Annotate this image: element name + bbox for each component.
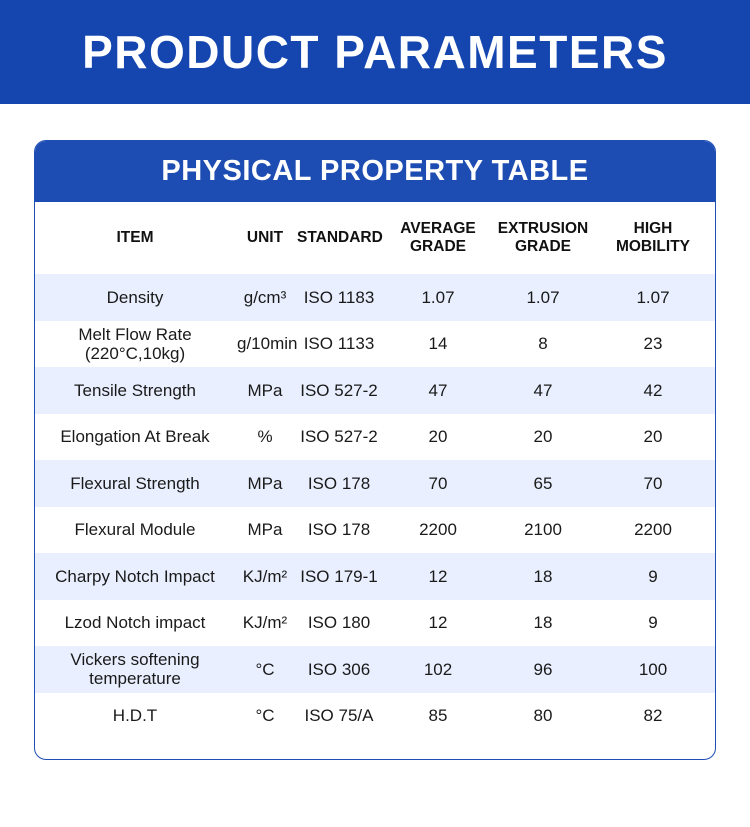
cell-unit: °C [255, 659, 275, 679]
cell-extrusion: 8 [538, 334, 548, 354]
cell-unit: °C [255, 706, 275, 726]
cell-standard: ISO 527-2 [300, 427, 378, 447]
table-header-row [35, 202, 715, 274]
cell-average: 20 [428, 427, 448, 447]
cell-average: 85 [428, 706, 448, 726]
cell-unit: MPa [247, 520, 283, 540]
table-row [35, 553, 715, 600]
cell-average: 70 [428, 473, 448, 493]
cell-item: Density [106, 287, 164, 307]
cell-extrusion: 1.07 [526, 287, 560, 307]
cell-high-mobility: 20 [643, 427, 663, 447]
table-row [35, 367, 715, 414]
cell-extrusion: 47 [533, 380, 553, 400]
cell-high-mobility: 9 [648, 566, 658, 586]
page-title: PRODUCT PARAMETERS [82, 26, 668, 78]
cell-item: Charpy Notch Impact [55, 566, 215, 586]
cell-extrusion: 18 [533, 566, 553, 586]
cell-high-mobility: 70 [643, 473, 663, 493]
cell-item: H.D.T [112, 706, 158, 726]
cell-unit: % [257, 427, 273, 447]
header-high-mobility: HIGH MOBILITY [615, 220, 691, 255]
table-row [35, 460, 715, 507]
table-row [35, 274, 715, 321]
cell-unit: g/cm³ [243, 287, 287, 307]
table-row [35, 600, 715, 647]
cell-high-mobility: 23 [643, 334, 663, 354]
cell-high-mobility: 2200 [634, 520, 672, 540]
cell-high-mobility: 9 [648, 613, 658, 633]
cell-standard: ISO 179-1 [300, 566, 378, 586]
cell-standard: ISO 1133 [303, 334, 375, 354]
cell-standard: ISO 180 [307, 613, 371, 633]
cell-average: 47 [428, 380, 448, 400]
cell-standard: ISO 306 [307, 659, 371, 679]
cell-average: 12 [428, 566, 448, 586]
cell-unit: KJ/m² [242, 566, 288, 586]
header-unit: UNIT [246, 229, 284, 246]
cell-item: Elongation At Break [60, 427, 210, 447]
cell-standard: ISO 1183 [303, 287, 375, 307]
cell-high-mobility: 1.07 [636, 287, 670, 307]
table-title: PHYSICAL PROPERTY TABLE [161, 155, 589, 187]
cell-item: Flexural Module [74, 520, 196, 540]
cell-standard: ISO 75/A [304, 706, 374, 726]
table-row [35, 646, 715, 693]
cell-extrusion: 80 [533, 706, 553, 726]
table-title-bar [35, 141, 715, 202]
header-item: ITEM [116, 229, 154, 246]
cell-item: Melt Flow Rate (220°C,10kg) [78, 324, 192, 363]
cell-item: Flexural Strength [70, 473, 200, 493]
cell-extrusion: 18 [533, 613, 553, 633]
header-average-grade: AVERAGE GRADE [400, 220, 476, 255]
cell-average: 2200 [419, 520, 457, 540]
cell-extrusion: 96 [533, 659, 553, 679]
cell-high-mobility: 42 [643, 380, 663, 400]
cell-item: Lzod Notch impact [64, 613, 206, 633]
cell-average: 12 [428, 613, 448, 633]
cell-extrusion: 20 [533, 427, 553, 447]
cell-item: Vickers softening temperature [70, 650, 200, 689]
page-banner [0, 0, 750, 104]
cell-extrusion: 65 [533, 473, 553, 493]
header-standard: STANDARD [297, 229, 383, 246]
cell-average: 102 [423, 659, 453, 679]
property-table-card [34, 140, 716, 760]
cell-unit: MPa [247, 380, 283, 400]
cell-item: Tensile Strength [74, 380, 196, 400]
cell-extrusion: 2100 [524, 520, 562, 540]
cell-high-mobility: 100 [638, 659, 668, 679]
cell-unit: MPa [247, 473, 283, 493]
header-extrusion-grade: EXTRUSION GRADE [497, 220, 589, 255]
cell-standard: ISO 178 [307, 473, 371, 493]
cell-average: 1.07 [421, 287, 455, 307]
table-row [35, 321, 715, 368]
cell-high-mobility: 82 [643, 706, 663, 726]
table-row [35, 693, 715, 740]
cell-unit: KJ/m² [242, 613, 288, 633]
cell-standard: ISO 527-2 [300, 380, 378, 400]
cell-standard: ISO 178 [307, 520, 371, 540]
table-row [35, 507, 715, 554]
table-row [35, 414, 715, 461]
cell-unit: g/10min [237, 334, 298, 354]
cell-average: 14 [428, 334, 448, 354]
